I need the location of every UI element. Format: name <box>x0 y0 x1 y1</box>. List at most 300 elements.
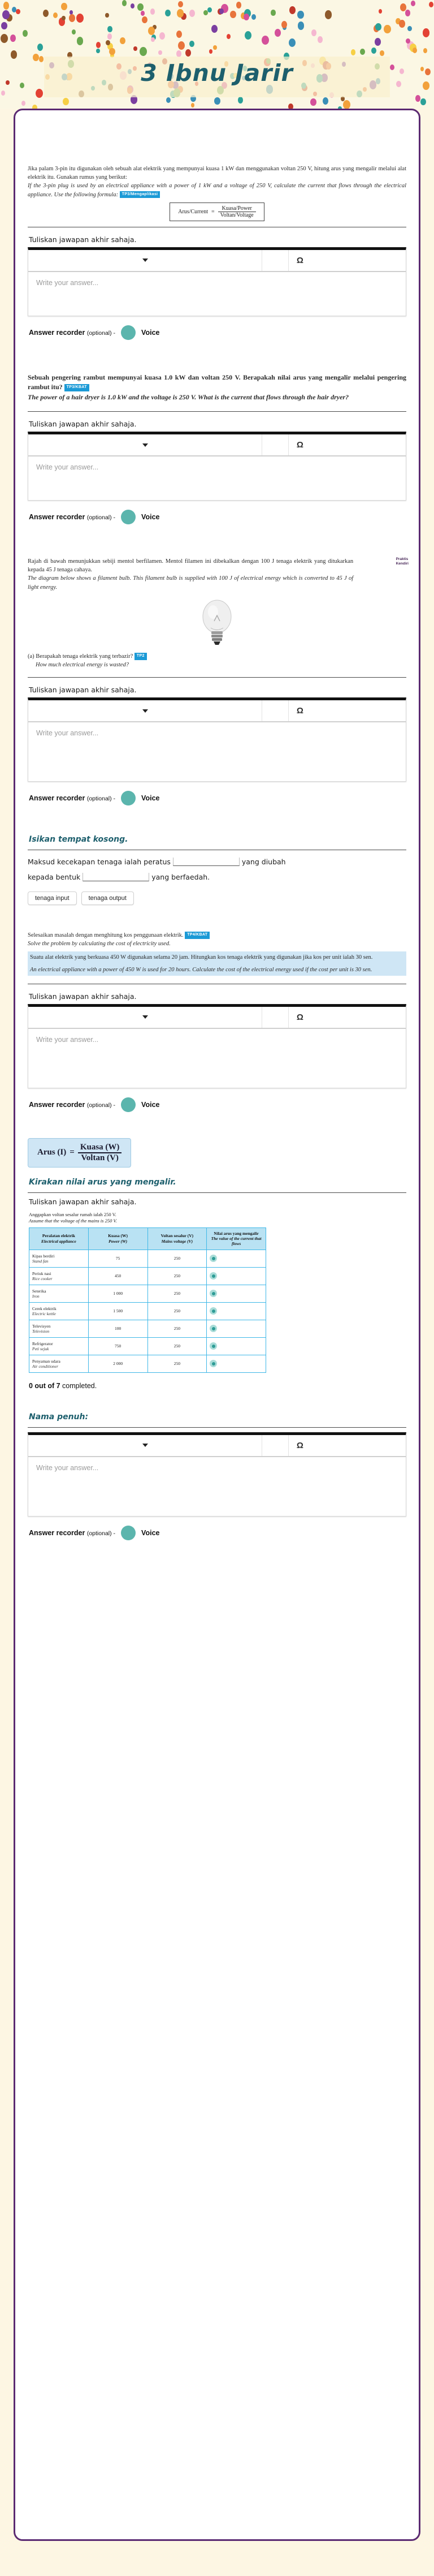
confetti-dot <box>407 26 412 32</box>
answer-chip-tenaga-output[interactable]: tenaga output <box>81 891 134 905</box>
confetti-dot <box>405 10 411 16</box>
confetti-dot <box>137 3 144 11</box>
fill-blank-body <box>28 855 406 885</box>
confetti-dot <box>53 12 58 18</box>
cell-current-answer[interactable] <box>207 1302 266 1320</box>
question-5 <box>28 1138 406 1390</box>
divider <box>28 411 406 412</box>
col-header-current <box>207 1227 266 1250</box>
table-row <box>29 1355 266 1372</box>
col-header-appliance-ms: Peralatan elektrik <box>42 1233 75 1239</box>
confetti-dot <box>420 98 426 105</box>
cell-voltage: 250 <box>147 1355 207 1372</box>
q3-part-a-ms: Berapakah tenaga elektrik yang terbazir? <box>36 653 133 660</box>
q2-recorder-label <box>29 513 115 521</box>
confetti-dot <box>325 10 332 19</box>
cell-voltage: 250 <box>147 1320 207 1337</box>
question-2 <box>28 373 406 524</box>
recorder-optional: (optional) - <box>86 795 116 803</box>
col-header-appliance-en: Electrical appliance <box>41 1238 76 1244</box>
record-button[interactable] <box>121 1097 136 1112</box>
cell-appliance-name <box>29 1355 89 1372</box>
confetti-dot <box>61 3 67 10</box>
q4-tag: TP4/KBAT <box>185 932 210 938</box>
record-button[interactable] <box>121 325 136 340</box>
confetti-dot <box>189 41 194 48</box>
fill-blank-line1-pre: Maksud kecekapan tenaga ialah peratus <box>28 858 171 867</box>
confetti-dot <box>142 16 147 23</box>
confetti-dot <box>107 26 112 32</box>
q2-text <box>28 373 406 402</box>
progress-count: 0 out of 7 <box>29 1381 60 1390</box>
question-4 <box>28 931 406 1112</box>
q6-text-style-dropdown[interactable] <box>28 1435 262 1456</box>
confetti-dot <box>244 14 249 20</box>
q6-answer-editor[interactable] <box>28 1432 406 1517</box>
q4-voice-label[interactable]: Voice <box>141 1100 160 1109</box>
confetti-dot <box>96 49 100 54</box>
appliance-name-en: Electric kettle <box>32 1311 56 1316</box>
q2-prompt: Tuliskan jawapan akhir sahaja. <box>29 420 137 429</box>
confetti-dot <box>140 47 147 56</box>
q1-ms: Jika palam 3-pin itu digunakan oleh sebuah alat elektrik yang mempunyai kuasa 1 kW dan menggunakan voltan 250 V, hitung arus yang mengalir melalui alat elektrik itu. Gunakan rumus yang berikut: <box>28 166 406 181</box>
divider <box>28 1192 406 1193</box>
q1-formula-equals: = <box>211 208 215 215</box>
confetti-dot <box>1 91 5 96</box>
confetti-dot <box>43 10 49 17</box>
chevron-down-icon <box>142 443 148 447</box>
q4-answer-input[interactable]: Write your answer... <box>28 1028 406 1088</box>
recorder-optional: (optional) - <box>86 1530 116 1537</box>
q2-voice-label[interactable]: Voice <box>141 513 160 522</box>
q2-special-character-button[interactable]: Ω <box>296 440 303 450</box>
q4-body <box>28 951 406 975</box>
confetti-dot <box>191 103 195 108</box>
q1-formula-box <box>170 203 264 221</box>
cell-power: 750 <box>88 1337 147 1355</box>
cell-appliance-name <box>29 1285 89 1302</box>
q2-tag: TP3/KBAT <box>64 384 89 391</box>
q3-toolbar-spacer <box>262 700 289 721</box>
confetti-dot <box>323 97 328 105</box>
cell-power: 2 000 <box>88 1355 147 1372</box>
q3-answer-input[interactable]: Write your answer... <box>28 722 406 781</box>
q4-body-ms: Suatu alat elektrik yang berkuasa 450 W digunakan selama 20 jam. Hitungkan kos tenaga elektrik yang digunakan jika kos per unit ialah 30 sen. <box>28 951 406 963</box>
confetti-dot <box>72 29 76 35</box>
q5-note-ms: Anggapkan voltan sesalur rumah ialah 250 V. <box>29 1211 116 1217</box>
cell-voltage: 250 <box>147 1302 207 1320</box>
chevron-down-icon <box>142 1444 148 1447</box>
q4-text-style-dropdown[interactable] <box>28 1007 262 1028</box>
confetti-dot <box>1 22 7 29</box>
q1-recorder-label <box>29 329 115 337</box>
answer-marker-icon[interactable] <box>210 1290 217 1297</box>
light-bulb-icon <box>199 598 235 646</box>
cell-current-answer[interactable] <box>207 1267 266 1285</box>
appliance-name-ms: Cerek elektrik <box>32 1306 57 1311</box>
cell-voltage: 250 <box>147 1267 207 1285</box>
q6-heading: Nama penuh: <box>29 1412 89 1421</box>
confetti-dot <box>63 98 68 105</box>
q3-part-a-tag: TP2 <box>134 653 147 660</box>
appliance-name-ms: Refrigerator <box>32 1341 53 1346</box>
q5-prompt: Tuliskan jawapan akhir sahaja. <box>29 1197 137 1206</box>
answer-marker-icon[interactable] <box>210 1342 217 1350</box>
q5-banner-lhs: Arus (I) <box>37 1148 67 1157</box>
answer-marker-icon[interactable] <box>210 1325 217 1332</box>
cell-appliance-name <box>29 1320 89 1337</box>
confetti-dot <box>122 0 127 6</box>
table-row <box>29 1250 266 1267</box>
confetti-dot <box>96 42 101 48</box>
confetti-dot <box>131 3 134 8</box>
table-row <box>29 1302 266 1320</box>
question-1 <box>28 165 406 340</box>
cell-current-answer[interactable] <box>207 1285 266 1302</box>
q4-ms: Selesaikan masalah dengan menghitung kos penggunaan elektrik. <box>28 932 184 938</box>
q6-recorder-label <box>29 1529 115 1537</box>
confetti-dot <box>36 89 43 98</box>
confetti-dot <box>105 13 108 18</box>
confetti-dot <box>211 25 218 33</box>
col-header-power-en: Power (W) <box>108 1238 128 1244</box>
confetti-dot <box>411 1 415 6</box>
q2-text-style-dropdown[interactable] <box>28 434 262 455</box>
table-row <box>29 1267 266 1285</box>
confetti-dot <box>429 2 433 7</box>
cell-power: 100 <box>88 1320 147 1337</box>
confetti-dot <box>37 44 43 51</box>
table-row <box>29 1337 266 1355</box>
confetti-dot <box>189 10 195 17</box>
q3-part-a-en: How much electrical energy is wasted? <box>36 662 129 669</box>
confetti-dot <box>289 6 296 14</box>
divider <box>28 1427 406 1428</box>
answer-chip-tenaga-input[interactable]: tenaga input <box>28 891 77 905</box>
recorder-optional: (optional) - <box>86 1101 116 1109</box>
cell-power: 75 <box>88 1250 147 1267</box>
q2-answer-recorder <box>29 510 406 524</box>
q4-special-character-button[interactable]: Ω <box>296 1012 303 1022</box>
confetti-dot <box>380 50 384 56</box>
recorder-title: Answer recorder <box>29 328 85 337</box>
confetti-dot <box>371 48 376 54</box>
q4-answer-editor[interactable] <box>28 1004 406 1088</box>
confetti-dot <box>11 50 18 58</box>
fill-blank-line1-post: yang diubah <box>241 858 286 867</box>
q3-special-character-button[interactable]: Ω <box>296 706 303 716</box>
confetti-dot <box>3 2 10 9</box>
appliance-name-ms: Televisyen <box>32 1323 51 1329</box>
col-header-power-ms: Kuasa (W) <box>108 1233 128 1239</box>
confetti-dot <box>21 101 25 106</box>
confetti-dot <box>310 98 316 106</box>
cell-appliance-name <box>29 1302 89 1320</box>
table-row <box>29 1320 266 1337</box>
blank-field-1[interactable] <box>173 858 240 866</box>
col-header-voltage-en: Mains voltage (V) <box>161 1238 193 1244</box>
chevron-down-icon <box>142 1015 148 1019</box>
page-header-banner <box>0 0 434 109</box>
cell-current-answer[interactable] <box>207 1355 266 1372</box>
confetti-dot <box>166 97 171 103</box>
confetti-dot <box>16 9 20 14</box>
confetti-dot <box>262 36 269 45</box>
confetti-dot <box>271 10 275 16</box>
answer-chip-list <box>28 891 406 905</box>
confetti-dot <box>2 10 10 19</box>
confetti-dot <box>106 40 110 46</box>
appliance-name-ms: Kipas berdiri <box>32 1253 55 1259</box>
confetti-dot <box>230 11 236 19</box>
chevron-down-icon <box>142 259 148 262</box>
q1-answer-input[interactable]: Write your answer... <box>28 272 406 316</box>
confetti-dot <box>151 37 154 42</box>
confetti-dot <box>415 95 420 102</box>
q6-answer-input[interactable]: Write your answer... <box>28 1457 406 1516</box>
appliance-current-table <box>29 1227 266 1373</box>
question-3 <box>28 557 409 805</box>
col-header-current-ms: Nilai arus yang mengalir <box>214 1230 259 1236</box>
col-header-voltage <box>147 1227 207 1250</box>
confetti-dot <box>158 50 162 55</box>
table-row <box>29 1285 266 1302</box>
table-header-row <box>29 1227 266 1250</box>
q1-voice-label[interactable]: Voice <box>141 328 160 337</box>
q1-formula-numerator: Kuasa/Power <box>218 205 256 212</box>
q1-text-style-dropdown[interactable] <box>28 250 262 271</box>
cell-current-answer[interactable] <box>207 1320 266 1337</box>
confetti-dot <box>384 25 391 34</box>
fill-blank-line2-post: yang berfaedah. <box>151 872 210 881</box>
record-button[interactable] <box>121 510 136 524</box>
page-title: 3 Ibnu Jarir <box>141 59 293 87</box>
confetti-dot <box>178 41 185 50</box>
q4-prompt: Tuliskan jawapan akhir sahaja. <box>29 992 137 1001</box>
q6-voice-label[interactable]: Voice <box>141 1528 160 1537</box>
confetti-dot <box>375 38 381 46</box>
q3-en: The diagram below shows a filament bulb. This filament bulb is supplied with 100 J of electrical energy which is converted to 45 J of light energy. <box>28 575 354 591</box>
q1-formula-denominator: Voltan/Voltage <box>220 212 254 218</box>
q4-en: Solve the problem by calculating the cost of electricity used. <box>28 941 171 947</box>
cell-appliance-name <box>29 1250 89 1267</box>
confetti-dot <box>165 10 171 17</box>
confetti-dot <box>109 48 115 55</box>
confetti-dot <box>413 48 417 53</box>
col-header-current-en: The value of the current that flows <box>211 1236 262 1247</box>
confetti-dot <box>214 97 220 105</box>
recorder-title: Answer recorder <box>29 1100 85 1109</box>
answer-marker-icon[interactable] <box>210 1255 217 1262</box>
confetti-dot <box>311 29 316 36</box>
q6-answer-recorder <box>29 1526 406 1540</box>
confetti-dot <box>297 11 304 19</box>
q2-answer-editor[interactable] <box>28 432 406 501</box>
confetti-dot <box>150 8 155 15</box>
margin-note-line2: Kendiri <box>396 562 409 566</box>
cell-current-answer[interactable] <box>207 1250 266 1267</box>
q3-figure <box>28 598 406 649</box>
recorder-optional: (optional) - <box>86 329 116 337</box>
q1-editor-toolbar <box>28 250 406 272</box>
cell-appliance-name <box>29 1267 89 1285</box>
divider <box>28 677 406 678</box>
q5-banner-numerator: Kuasa (W) <box>78 1143 122 1153</box>
blank-field-2[interactable] <box>83 873 149 881</box>
cell-appliance-name <box>29 1337 89 1355</box>
q5-formula-banner <box>28 1138 131 1168</box>
cell-voltage: 250 <box>147 1337 207 1355</box>
progress-suffix: completed. <box>62 1381 97 1390</box>
confetti-dot <box>375 23 381 31</box>
appliance-name-en: Rice cooker <box>32 1276 53 1281</box>
q6-editor-toolbar <box>28 1435 406 1457</box>
fill-blank-line2-pre: kepada bentuk <box>28 872 81 881</box>
cell-voltage: 250 <box>147 1285 207 1302</box>
confetti-dot <box>12 7 16 12</box>
fill-in-the-blank-section <box>28 835 406 905</box>
q6-toolbar-spacer <box>262 1435 289 1456</box>
cell-power: 1 500 <box>88 1302 147 1320</box>
q5-banner-equals: = <box>70 1148 75 1157</box>
confetti-dot <box>379 9 383 14</box>
margin-note-line1: Praktis <box>396 557 409 562</box>
q2-editor-toolbar <box>28 434 406 456</box>
appliance-name-ms: Seterika <box>32 1288 46 1294</box>
q3-editor-toolbar <box>28 700 406 722</box>
appliance-name-ms: Penyaman udara <box>32 1358 60 1364</box>
worksheet-card <box>14 109 420 2541</box>
fill-blank-heading: Isikan tempat kosong. <box>29 835 128 845</box>
confetti-dot <box>423 28 430 37</box>
q1-tag: TP3/Mengaplikasi <box>120 191 160 198</box>
appliance-name-en: Iron <box>32 1293 40 1299</box>
q5-banner-fraction <box>78 1143 122 1163</box>
q2-ms: Sebuah pengering rambut mempunyai kuasa 1.0 kW dan voltan 250 V. Berapakah nilai arus yang mengalir melalui pengering rambut itu? <box>28 373 406 391</box>
confetti-dot <box>207 7 212 13</box>
cell-current-answer[interactable] <box>207 1337 266 1355</box>
q4-answer-recorder <box>29 1097 406 1112</box>
appliance-name-en: Air conditioner <box>32 1363 59 1369</box>
confetti-dot <box>275 29 281 37</box>
q1-formula-lhs: Arus/Current <box>178 208 209 215</box>
confetti-dot <box>236 2 241 8</box>
q2-answer-input[interactable]: Write your answer... <box>28 456 406 500</box>
answer-marker-icon[interactable] <box>210 1360 217 1367</box>
record-button[interactable] <box>121 791 136 805</box>
table-body <box>29 1250 266 1372</box>
confetti-dot <box>298 21 304 29</box>
answer-marker-icon[interactable] <box>210 1272 217 1280</box>
q5-table-note <box>29 1212 406 1225</box>
q1-text <box>28 165 406 199</box>
q4-body-en: An electrical appliance with a power of 450 W is used for 20 hours. Calculate the cost of the electrical energy used if the cost per unit is 30 sen. <box>28 964 406 976</box>
col-header-power <box>88 1227 147 1250</box>
q4-toolbar-spacer <box>262 1007 289 1028</box>
confetti-dot <box>159 32 165 40</box>
q1-en: If the 3-pin plug is used by an electrical appliance with a power of 1 kW and a voltage of 250 V, calculate the current that flows through the electrical appliance. Use the following formula: <box>28 183 406 198</box>
confetti-dot <box>399 20 405 27</box>
confetti-dot <box>343 100 350 109</box>
confetti-dot <box>62 16 66 20</box>
confetti-dot <box>251 14 256 20</box>
confetti-dot <box>360 49 365 55</box>
confetti-dot <box>289 38 296 47</box>
record-button[interactable] <box>121 1526 136 1540</box>
confetti-dot <box>178 1 183 8</box>
q2-en: The power of a hair dryer is 1.0 kW and the voltage is 250 V. What is the current that flows through the hair dryer? <box>28 393 349 401</box>
confetti-dot <box>219 8 224 14</box>
q3-part-a-label: (a) <box>28 653 34 660</box>
confetti-dot <box>245 31 251 40</box>
q3-text-style-dropdown[interactable] <box>28 700 262 721</box>
q4-text <box>28 931 406 948</box>
q3-prompt: Tuliskan jawapan akhir sahaja. <box>29 686 137 695</box>
confetti-dot <box>133 46 137 51</box>
q5-note-en: Assume that the voltage of the mains is 250 V. <box>29 1218 117 1224</box>
confetti-dot <box>351 49 355 55</box>
confetti-dot <box>238 97 243 103</box>
q5-banner-denominator: Voltan (V) <box>81 1153 119 1162</box>
q3-text <box>28 557 353 592</box>
confetti-dot <box>23 30 28 37</box>
confetti-dot <box>141 11 145 15</box>
margin-note-praktis-kendiri <box>396 557 409 566</box>
answer-marker-icon[interactable] <box>210 1307 217 1315</box>
confetti-dot <box>76 14 84 23</box>
appliance-name-en: Peti sejuk <box>32 1346 49 1351</box>
q3-voice-label[interactable]: Voice <box>141 794 160 803</box>
q1-formula-fraction <box>218 205 256 218</box>
cell-power: 450 <box>88 1267 147 1285</box>
q6-special-character-button[interactable]: Ω <box>296 1440 303 1450</box>
q1-special-character-button[interactable]: Ω <box>296 255 303 265</box>
appliance-name-en: Television <box>32 1328 50 1334</box>
confetti-dot <box>288 104 293 109</box>
progress-status <box>29 1382 406 1390</box>
chevron-down-icon <box>142 709 148 713</box>
col-header-voltage-ms: Voltan sesalur (V) <box>160 1233 194 1239</box>
q2-toolbar-spacer <box>262 434 289 455</box>
confetti-dot <box>209 49 212 54</box>
q3-recorder-label <box>29 794 115 802</box>
confetti-dot <box>185 49 191 57</box>
q3-part-a <box>28 652 406 669</box>
col-header-appliance <box>29 1227 89 1250</box>
q3-answer-recorder <box>29 791 406 805</box>
cell-voltage: 250 <box>147 1250 207 1267</box>
q1-formula-wrap <box>28 203 406 221</box>
q3-answer-editor[interactable] <box>28 697 406 782</box>
cell-power: 1 000 <box>88 1285 147 1302</box>
q1-toolbar-spacer <box>262 250 289 271</box>
question-6-name <box>28 1412 406 1540</box>
confetti-dot <box>32 105 37 109</box>
confetti-dot <box>10 35 16 41</box>
confetti-dot <box>213 45 217 50</box>
confetti-dot <box>69 14 75 22</box>
confetti-dot <box>281 21 287 28</box>
confetti-dot <box>176 31 182 38</box>
confetti-dot <box>423 48 427 53</box>
confetti-dot <box>227 34 231 39</box>
q4-editor-toolbar <box>28 1007 406 1028</box>
recorder-title: Answer recorder <box>29 794 85 803</box>
q5-heading: Kirakan nilai arus yang mengalir. <box>29 1177 176 1187</box>
recorder-title: Answer recorder <box>29 1528 85 1537</box>
confetti-dot <box>1 34 8 43</box>
q1-answer-editor[interactable] <box>28 247 406 316</box>
